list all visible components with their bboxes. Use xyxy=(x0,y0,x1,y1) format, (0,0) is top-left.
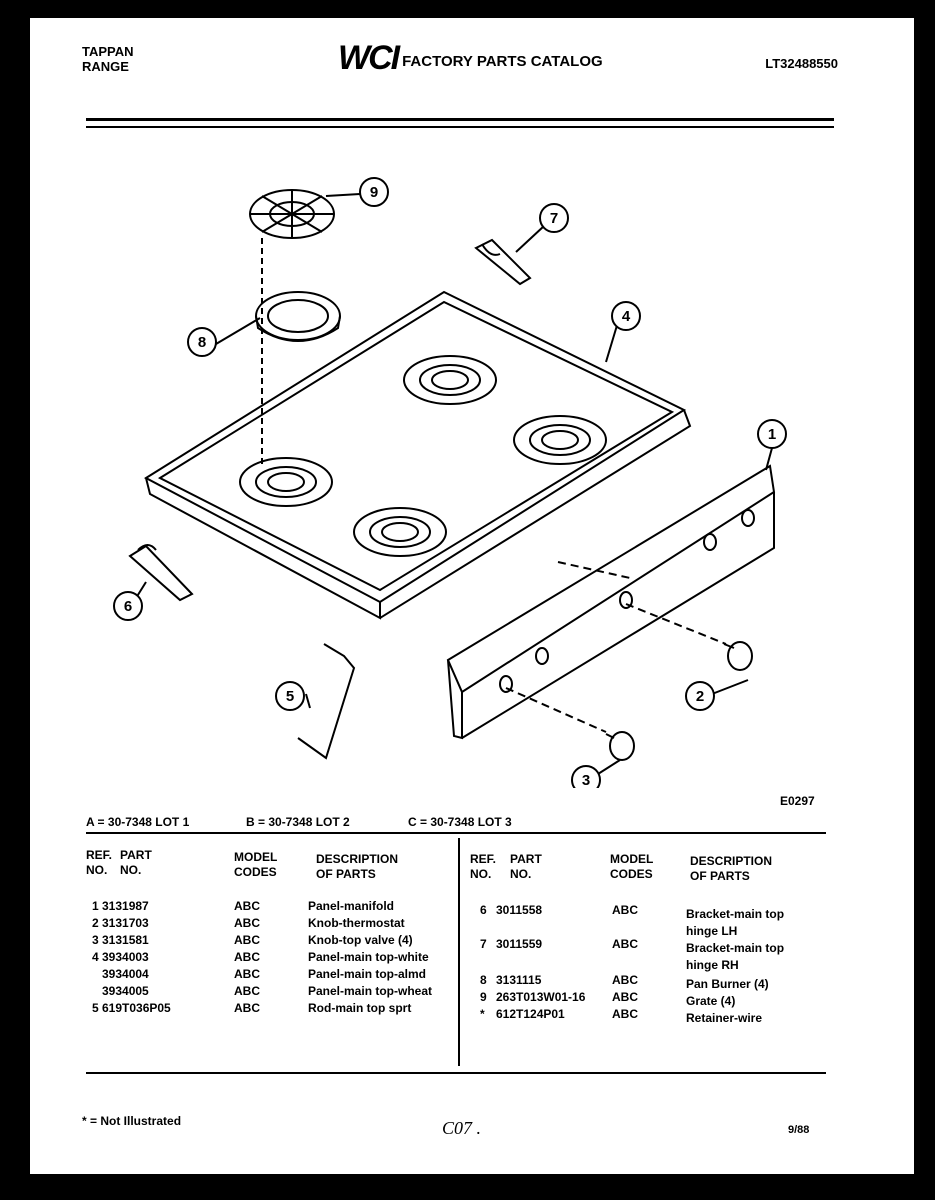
table-bottom-rule xyxy=(86,1072,826,1074)
left-row-3-part: 3131581 xyxy=(102,933,149,947)
callout-label-3: 3 xyxy=(581,772,591,788)
left-row-2-ref: 2 xyxy=(92,916,99,930)
col-model-header-left: MODEL CODES xyxy=(234,850,278,879)
left-row-7-ref: 5 xyxy=(92,1001,99,1015)
header-rule-thin xyxy=(86,126,834,128)
rod-part xyxy=(298,644,354,758)
left-row-6-desc: Panel-main top-wheat xyxy=(308,984,433,998)
left-row-2-codes: ABC xyxy=(234,916,260,930)
col-part-header-right: PART NO. xyxy=(510,852,542,881)
right-row-2-codes: ABC xyxy=(612,937,638,951)
right-row-4-part: 263T013W01-16 xyxy=(496,990,586,1004)
right-row-2-ref: 7 xyxy=(480,937,487,951)
right-row-5-codes: ABC xyxy=(612,1007,638,1021)
right-row-1-desc1: Bracket-main top xyxy=(686,907,785,921)
right-row-3-desc1: Pan Burner (4) xyxy=(686,977,769,991)
col-part-header-left: PART NO. xyxy=(120,848,152,877)
lot-a: A = 30-7348 LOT 1 xyxy=(86,815,190,829)
right-row-5-ref: * xyxy=(480,1007,485,1021)
left-row-5-codes: ABC xyxy=(234,967,260,981)
catalog-header xyxy=(338,38,603,78)
left-row-3-codes: ABC xyxy=(234,933,260,947)
left-row-6-codes: ABC xyxy=(234,984,260,998)
left-row-2-part: 3131703 xyxy=(102,916,149,930)
callout-label-8: 8 xyxy=(197,334,207,351)
callout-label-7: 7 xyxy=(549,210,559,227)
left-row-4-ref: 4 xyxy=(92,950,99,964)
col-model-header-right: MODEL CODES xyxy=(610,852,654,881)
pan-burner-part xyxy=(256,292,340,341)
left-row-3-ref: 3 xyxy=(92,933,99,947)
catalog-page xyxy=(30,18,914,1174)
callout-label-5: 5 xyxy=(285,688,295,705)
catalog-title: FACTORY PARTS CATALOG xyxy=(402,52,603,70)
right-row-1-desc2: hinge LH xyxy=(686,924,738,938)
left-row-7-desc: Rod-main top sprt xyxy=(308,1001,412,1015)
left-row-7-codes: ABC xyxy=(234,1001,260,1015)
col-desc-header-left: DESCRIPTION OF PARTS xyxy=(316,852,399,881)
left-row-4-part: 3934003 xyxy=(102,950,149,964)
callout-label-2: 2 xyxy=(695,688,705,705)
left-row-5-part: 3934004 xyxy=(102,967,149,981)
callout-label-1: 1 xyxy=(767,426,777,443)
left-row-4-desc: Panel-main top-white xyxy=(308,950,429,964)
callout-label-9: 9 xyxy=(369,184,379,201)
lot-b: B = 30-7348 LOT 2 xyxy=(246,815,350,829)
right-row-5-part: 612T124P01 xyxy=(496,1007,565,1021)
left-row-7-part: 619T036P05 xyxy=(102,1001,171,1015)
left-row-1-ref: 1 xyxy=(92,899,99,913)
col-ref-header-right: REF. NO. xyxy=(470,852,497,881)
header-rule-thick xyxy=(86,118,834,121)
right-row-4-ref: 9 xyxy=(480,990,487,1004)
knob-thermostat-part xyxy=(626,604,752,670)
exploded-parts-diagram xyxy=(30,148,914,788)
right-row-3-ref: 8 xyxy=(480,973,487,987)
lot-c: C = 30-7348 LOT 3 xyxy=(408,815,512,829)
left-row-1-desc: Panel-manifold xyxy=(308,899,395,913)
brand-line-1: TAPPAN xyxy=(82,44,134,59)
grate-part xyxy=(250,190,334,238)
right-row-3-codes: ABC xyxy=(612,973,638,987)
diagram-code: E0297 xyxy=(780,794,815,808)
col-ref-header-left: REF. NO. xyxy=(86,848,113,877)
left-row-1-part: 3131987 xyxy=(102,899,149,913)
table-top-rule xyxy=(86,832,826,834)
col-desc-header-right: DESCRIPTION OF PARTS xyxy=(690,854,773,883)
model-number: LT32488550 xyxy=(765,56,838,71)
left-row-4-codes: ABC xyxy=(234,950,260,964)
page-number: C07 . xyxy=(442,1118,482,1138)
catalog-date: 9/88 xyxy=(788,1124,810,1136)
callout-label-6: 6 xyxy=(123,598,133,615)
right-row-1-codes: ABC xyxy=(612,903,638,917)
wci-logo: WCI xyxy=(338,38,399,77)
brand-line-2: RANGE xyxy=(82,59,129,74)
brand-heading xyxy=(82,44,134,74)
left-row-1-codes: ABC xyxy=(234,899,260,913)
left-row-5-desc: Panel-main top-almd xyxy=(308,967,427,981)
callout-label-4: 4 xyxy=(621,308,631,325)
right-row-2-desc1: Bracket-main top xyxy=(686,941,785,955)
right-row-5-desc1: Retainer-wire xyxy=(686,1011,763,1025)
left-row-6-part: 3934005 xyxy=(102,984,149,998)
right-row-2-desc2: hinge RH xyxy=(686,958,739,972)
right-row-2-part: 3011559 xyxy=(496,937,543,951)
right-row-4-desc1: Grate (4) xyxy=(686,994,736,1008)
right-row-1-part: 3011558 xyxy=(496,903,543,917)
left-row-2-desc: Knob-thermostat xyxy=(308,916,405,930)
left-row-3-desc: Knob-top valve (4) xyxy=(308,933,413,947)
right-row-4-codes: ABC xyxy=(612,990,638,1004)
right-row-1-ref: 6 xyxy=(480,903,487,917)
table-column-divider xyxy=(458,838,460,1066)
right-row-3-part: 3131115 xyxy=(496,973,542,987)
not-illustrated-note: * = Not Illustrated xyxy=(82,1114,182,1128)
